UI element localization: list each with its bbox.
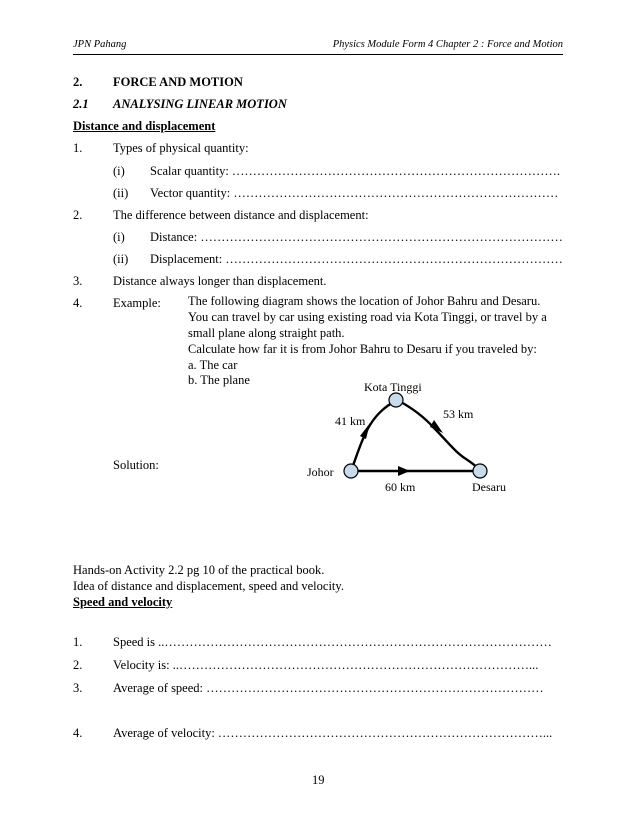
section-title: FORCE AND MOTION [113, 75, 243, 89]
q1-i-label: (i) [113, 164, 125, 178]
road-johor-kota-tinggi [351, 402, 394, 471]
subsection-number: 2.1 [73, 97, 89, 111]
speed-item-1-text: Speed is ..………………………………………………………………………………… [113, 635, 552, 649]
q2-text: The difference between distance and displacement: [113, 208, 369, 222]
speed-item-2-text: Velocity is: ..…………………………………………………………………………... [113, 658, 539, 672]
header-right: Physics Module Form 4 Chapter 2 : Force and Motion [332, 39, 563, 50]
activity-line-1: Hands-on Activity 2.2 pg 10 of the practical book. [73, 563, 325, 577]
label-kota-tinggi: Kota Tinggi [364, 380, 422, 394]
q4-line-2: You can travel by car using existing road via Kota Tinggi, or travel by a [188, 310, 547, 324]
q2-ii-label: (ii) [113, 252, 129, 266]
speed-item-3-text: Average of speed: ……………………………………………………………………… [113, 681, 544, 695]
q2-i-text: Distance: …………………………………………………………………………… [150, 230, 563, 244]
heading-speed: Speed and velocity [73, 595, 173, 609]
label-johor: Johor [307, 465, 334, 479]
solution-label: Solution: [113, 458, 159, 472]
q3-text: Distance always longer than displacement. [113, 274, 327, 288]
arrow-60km [398, 466, 410, 476]
node-desaru [473, 464, 487, 478]
label-60km: 60 km [385, 480, 416, 494]
label-desaru: Desaru [472, 480, 506, 494]
subsection-title: ANALYSING LINEAR MOTION [113, 97, 287, 111]
label-41km: 41 km [335, 414, 366, 428]
header-left: JPN Pahang [73, 39, 127, 50]
q4-line-4: Calculate how far it is from Johor Bahru to Desaru if you traveled by: [188, 342, 537, 356]
q4-option-b: b. The plane [188, 373, 250, 387]
q1-ii-text: Vector quantity: …………………………………………………………………… [150, 186, 559, 200]
q2-ii-text: Displacement: ……………………………………………………………………… [150, 252, 563, 266]
section-number: 2. [73, 75, 83, 89]
activity-line-2: Idea of distance and displacement, speed and velocity. [73, 579, 344, 593]
speed-item-1-number: 1. [73, 635, 83, 649]
q1-number: 1. [73, 141, 83, 155]
q2-i-label: (i) [113, 230, 125, 244]
speed-item-2-number: 2. [73, 658, 83, 672]
q1-text: Types of physical quantity: [113, 141, 249, 155]
q4-line-3: small plane along straight path. [188, 326, 345, 340]
q4-label: Example: [113, 296, 161, 310]
q4-number: 4. [73, 296, 83, 310]
q4-line-1: The following diagram shows the location of Johor Bahru and Desaru. [188, 294, 541, 308]
speed-item-3-number: 3. [73, 681, 83, 695]
node-kota-tinggi [389, 393, 403, 407]
q1-ii-label: (ii) [113, 186, 129, 200]
node-johor [344, 464, 358, 478]
label-53km: 53 km [443, 407, 474, 421]
page-number: 19 [312, 773, 325, 787]
heading-distance: Distance and displacement [73, 119, 216, 133]
speed-item-4-text: Average of velocity: ……………………………………………………………………... [113, 726, 553, 740]
q3-number: 3. [73, 274, 83, 288]
q2-number: 2. [73, 208, 83, 222]
q4-option-a: a. The car [188, 358, 238, 372]
q1-i-text: Scalar quantity: ……………………………………………………………………. [150, 164, 561, 178]
speed-item-4-number: 4. [73, 726, 83, 740]
